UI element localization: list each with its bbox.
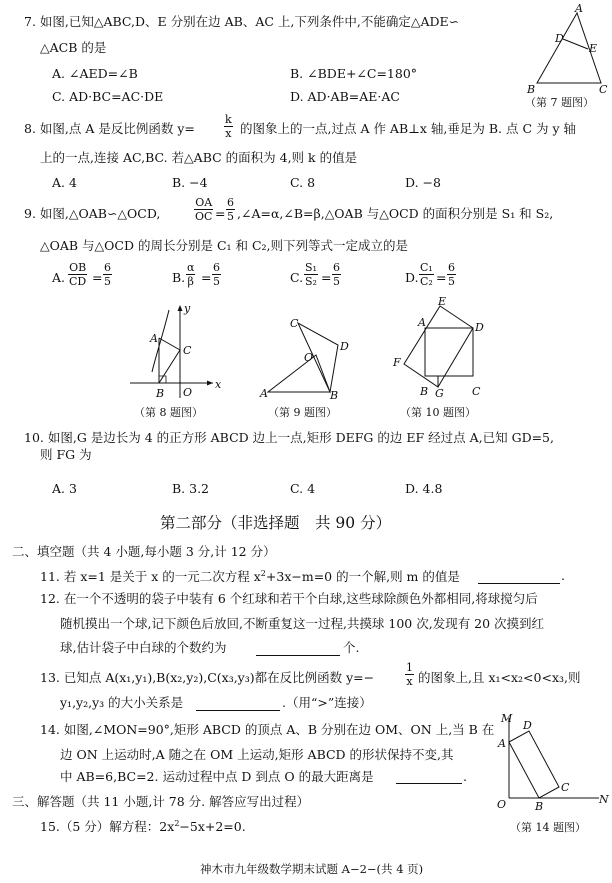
q14-line3a: 中 AB=6,BC=2. 运动过程中点 D 到点 O 的最大距离是: [60, 769, 374, 784]
q12-line1: 12. 在一个不透明的袋子中装有 6 个红球和若干个白球,这些球除颜色外都相同,将球搅匀后: [40, 591, 538, 606]
q7-caption: （第 7 题图）: [525, 96, 594, 109]
q13-line1a: 13. 已知点 A(x₁,y₁),B(x₂,y₂),C(x₃,y₃)都在反比例函数 y=−: [40, 670, 375, 685]
q8-label-o: O: [183, 386, 193, 399]
page-footer: 神木市九年级数学期末试题 A−2−(共 4 页): [200, 862, 424, 876]
q9-d-rnum: 6: [448, 261, 455, 274]
q9-a-rnum: 6: [104, 261, 111, 274]
q9-option-c-prefix: C.: [290, 270, 304, 285]
q7-label-d: D: [555, 32, 564, 45]
q13-frac-num: 1: [406, 661, 413, 674]
q8-label-c: C: [183, 344, 192, 357]
q7-label-a: A: [575, 2, 583, 15]
q10-label-a: A: [418, 316, 426, 329]
q15-part-a: 15.（5 分）解方程：2x: [40, 819, 175, 835]
q11-period: .: [561, 568, 565, 583]
q13-line2a: y₁,y₂,y₃ 的大小关系是: [60, 695, 184, 710]
q7-option-a: A. ∠AED=∠B: [52, 66, 138, 81]
q8-frac-den: x: [225, 127, 232, 140]
q9-a-num: OB: [69, 261, 87, 274]
q11-part-b: +3x−m=0 的一个解,则 m 的值是: [265, 569, 460, 585]
q9-ratio-den: OC: [195, 210, 213, 223]
q7-option-b: B. ∠BDE+∠C=180°: [290, 66, 418, 81]
q13-line2b: .（用“>”连接）: [282, 695, 372, 710]
q9-eq: =: [215, 206, 226, 221]
q14-label-b: B: [535, 800, 544, 813]
q15-exponent: 2: [174, 819, 180, 828]
q9-stem-line2: △OAB 与△OCD 的周长分别是 C₁ 和 C₂,则下列等式一定成立的是: [40, 238, 409, 253]
q9-stem-line1a: 9. 如图,△OAB∽△OCD,: [24, 206, 161, 221]
q9-label-d: D: [340, 340, 349, 353]
q10-label-g: G: [435, 387, 444, 400]
q9-label-a: A: [260, 387, 268, 400]
q9-c-rnum: 6: [333, 261, 340, 274]
q9-option-d-right: [447, 262, 456, 287]
q9-a-rden: 5: [104, 275, 111, 288]
q9-ratio-fraction: [194, 197, 213, 222]
q10-caption: （第 10 题图）: [400, 406, 476, 419]
q9-label-o: O: [304, 351, 314, 364]
q10-option-d: D. 4.8: [405, 481, 443, 496]
q11-part-a: 11. 若 x=1 是关于 x 的一元二次方程 x: [40, 569, 261, 585]
q13-answer-blank[interactable]: [196, 710, 280, 711]
section3-heading: 三、解答题（共 11 小题,计 78 分. 解答应写出过程）: [12, 794, 310, 809]
q8-frac-num: k: [225, 113, 232, 126]
q14-line1: 14. 如图,∠MON=90°,矩形 ABCD 的顶点 A、B 分别在边 OM、ON 上,当 B 在: [40, 722, 495, 737]
q9-option-a-eq: =: [92, 270, 103, 285]
q8-option-b: B. −4: [172, 175, 208, 190]
q9-value-den: 5: [227, 210, 234, 223]
q9-d-rden: 5: [448, 275, 455, 288]
q7-label-b: B: [527, 83, 536, 96]
q8-stem-line2: 上的一点,连接 AC,BC. 若△ABC 的面积为 4,则 k 的值是: [40, 150, 358, 165]
q9-c-num: S₁: [305, 261, 317, 274]
q14-label-m: M: [501, 712, 513, 725]
q14-line3b: .: [463, 769, 467, 784]
q9-value-num: 6: [227, 196, 234, 209]
q12-answer-blank[interactable]: [256, 655, 340, 656]
q9-option-d-left: [419, 262, 434, 287]
q13-frac-den: x: [406, 675, 413, 688]
q13-line1b: 的图象上,且 x₁<x₂<0<x₃,则: [418, 670, 581, 685]
q10-stem-line2: 则 FG 为: [40, 447, 92, 462]
q9-option-d-eq: =: [436, 270, 447, 285]
q14-caption: （第 14 题图）: [510, 821, 586, 834]
q10-option-a: A. 3: [52, 481, 77, 496]
q9-option-c-right: [332, 262, 341, 287]
q12-line2: 随机摸出一个球,记下颜色后放回,不断重复这一过程,共摸球 100 次,发现有 20 次摸到红: [60, 616, 545, 631]
q7-stem-line1: 7. 如图,已知△ABC,D、E 分别在边 AB、AC 上,下列条件中,不能确定△ADE∽: [24, 14, 460, 29]
q14-label-n: N: [599, 793, 609, 806]
q9-option-c-left: [304, 262, 318, 287]
q9-label-b: B: [330, 389, 339, 402]
q8-stem-line1b: 的图象上的一点,过点 A 作 AB⊥x 轴,垂足为 B. 点 C 为 y 轴: [240, 121, 577, 136]
q10-option-c: C. 4: [290, 481, 316, 496]
q9-c-den: S₂: [305, 275, 317, 288]
q9-option-b-eq: =: [201, 270, 212, 285]
q9-b-num: α: [187, 261, 195, 274]
q10-label-c: C: [472, 385, 481, 398]
q9-b-den: β: [187, 275, 194, 288]
q7-stem-line2: △ACB 的是: [40, 40, 107, 55]
q9-label-c: C: [290, 317, 299, 330]
q10-stem-line1: 10. 如图,G 是边长为 4 的正方形 ABCD 边上一点,矩形 DEFG 的边 EF 经过点 A,已知 GD=5,: [24, 430, 554, 445]
q8-stem-line1a: 8. 如图,点 A 是反比例函数 y=: [24, 121, 195, 136]
q14-answer-blank[interactable]: [396, 783, 462, 784]
q9-option-a-right: [103, 262, 112, 287]
q7-option-c: C. AD·BC=AC·DE: [52, 89, 164, 104]
q9-option-b-prefix: B.: [172, 270, 186, 285]
q10-figure: [390, 295, 500, 400]
q8-label-a: A: [150, 332, 158, 345]
q10-label-d: D: [475, 321, 484, 334]
q12-line3b: 个.: [343, 640, 360, 655]
q8-option-d: D. −8: [405, 175, 441, 190]
q14-figure: [495, 712, 607, 812]
q11-answer-blank[interactable]: [478, 583, 560, 584]
q14-label-a: A: [498, 737, 506, 750]
q14-label-c: C: [561, 781, 570, 794]
q10-label-b: B: [420, 385, 429, 398]
q12-line3a: 球,估计袋子中白球的个数约为: [60, 640, 227, 655]
q14-line2: 边 ON 上运动时,A 随之在 OM 上运动,矩形 ABCD 的形状保持不变,其: [60, 747, 454, 762]
q7-figure: [515, 2, 608, 98]
q8-fraction: [224, 114, 233, 139]
q9-stem-line1b: ,∠A=α,∠B=β,△OAB 与△OCD 的面积分别是 S₁ 和 S₂,: [237, 206, 554, 221]
q8-option-c: C. 8: [290, 175, 316, 190]
q9-option-a-left: [68, 262, 87, 287]
q8-figure: [125, 300, 225, 400]
q10-label-e: E: [438, 295, 447, 308]
section2-heading: 二、填空题（共 4 小题,每小题 3 分,计 12 分）: [12, 544, 276, 559]
q9-caption: （第 9 题图）: [268, 406, 337, 419]
q15-part-b: −5x+2=0.: [179, 819, 246, 835]
q9-option-b-right: [212, 262, 221, 287]
q14-label-o: O: [497, 798, 507, 811]
q11-exponent: 2: [260, 569, 266, 578]
q8-label-x: x: [215, 378, 222, 391]
q9-option-b-left: [186, 262, 195, 287]
q8-caption: （第 8 题图）: [134, 406, 203, 419]
q11-stem: [40, 570, 460, 584]
q7-label-c: C: [599, 83, 608, 96]
q8-option-a: A. 4: [52, 175, 77, 190]
q9-option-c-eq: =: [321, 270, 332, 285]
q9-option-d-prefix: D.: [405, 270, 419, 285]
q9-a-den: CD: [69, 275, 87, 288]
q10-option-b: B. 3.2: [172, 481, 210, 496]
q9-figure: [258, 315, 358, 400]
q9-value-fraction: [226, 197, 235, 222]
q13-fraction: [405, 662, 414, 687]
q10-label-f: F: [393, 356, 401, 369]
q9-ratio-num: OA: [195, 196, 213, 209]
q7-option-d: D. AD·AB=AE·AC: [290, 89, 400, 104]
q9-b-rden: 5: [213, 275, 220, 288]
q9-d-den: C₂: [420, 275, 433, 288]
q15-stem: [40, 820, 246, 834]
q8-label-y: y: [184, 302, 191, 315]
q9-d-num: C₁: [420, 261, 433, 274]
q9-c-rden: 5: [333, 275, 340, 288]
q9-b-rnum: 6: [213, 261, 220, 274]
q14-label-d: D: [523, 719, 532, 732]
part2-heading: 第二部分（非选择题 共 90 分）: [160, 514, 392, 532]
q9-option-a-prefix: A.: [52, 270, 66, 285]
q8-label-b: B: [156, 387, 165, 400]
q7-label-e: E: [589, 42, 598, 55]
